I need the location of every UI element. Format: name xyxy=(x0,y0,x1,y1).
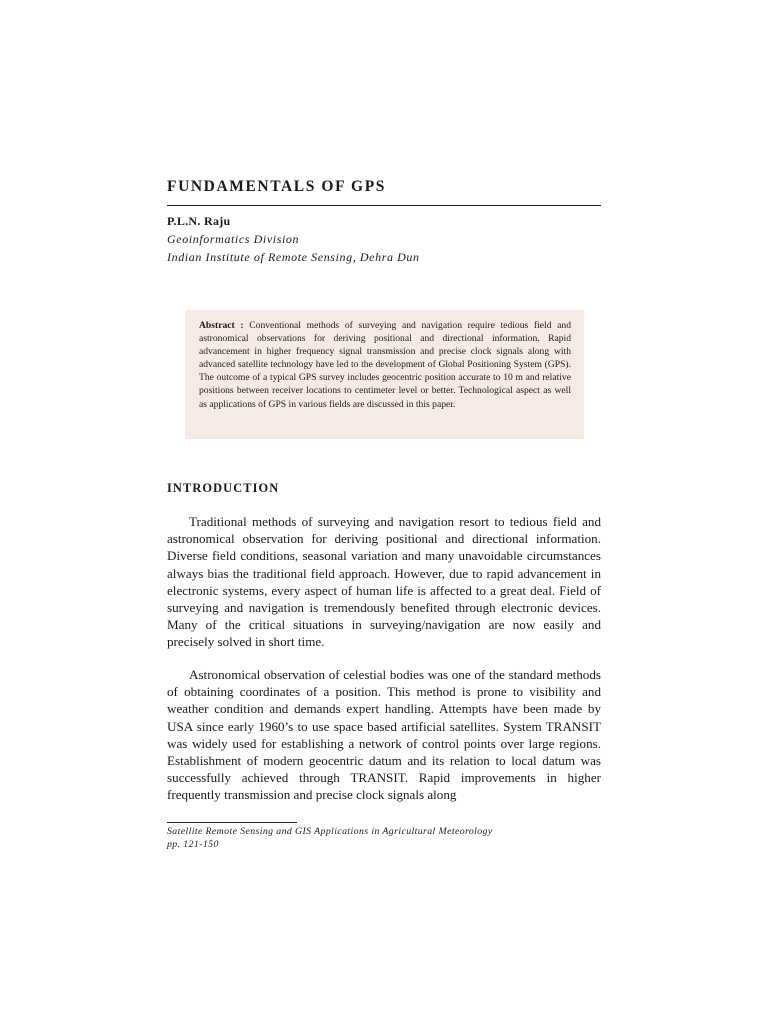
footer-divider xyxy=(167,822,297,823)
abstract-text: Conventional methods of surveying and navigation require tedious field and astronomical observations for deriving positional and directional information. Rapid advancement in higher frequency signal transmission and precise clock signals along with advanced satellite technology have led to the development of Global Positioning System (GPS). The outcome of a typical GPS survey includes geocentric position accurate to 10 m and relative positions between receiver locations to centimeter level or better. Technological aspect as well as applications of GPS in various fields are discussed in this paper. xyxy=(199,320,572,410)
intro-paragraph-1: Traditional methods of surveying and navigation resort to tedious field and astronomical observation for deriving positional and directional information. Diverse field conditions, seasonal variation and many unavoidable circumstances always bias the traditional field approach. However, due to rapid advancement in electronic systems, every aspect of human life is affected to a great deal. Field of surveying and navigation is tremendously benefited through electronic devices. Many of the critical situations in surveying/navigation are now easily and precisely solved in short time. xyxy=(167,514,601,650)
section-heading-introduction: INTRODUCTION xyxy=(167,481,280,495)
footer-pages: pp. 121-150 xyxy=(167,839,219,850)
intro-paragraph-2: Astronomical observation of celestial bodies was one of the standard methods of obtaining coordinates of a position. This method is prone to visibility and weather condition and demands expert handling. Attempts have been made by USA since early 1960’s to use space based artificial satellites. System TRANSIT was widely used for establishing a network of control points over large regions. Establishment of modern geocentric datum and its relation to local datum was successfully achieved through TRANSIT. Rapid improvements in higher frequently transmission and precise clock signals along xyxy=(167,667,601,803)
footer-source: Satellite Remote Sensing and GIS Applications in Agricultural Meteorology xyxy=(167,826,493,837)
title-divider xyxy=(167,205,601,206)
author-division: Geoinformatics Division xyxy=(167,232,300,246)
author-name: P.L.N. Raju xyxy=(167,214,231,228)
abstract-label: Abstract : xyxy=(199,320,244,331)
abstract-box xyxy=(185,310,584,439)
paper-title: FUNDAMENTALS OF GPS xyxy=(167,178,386,195)
author-institute: Indian Institute of Remote Sensing, Dehra Dun xyxy=(167,250,420,264)
